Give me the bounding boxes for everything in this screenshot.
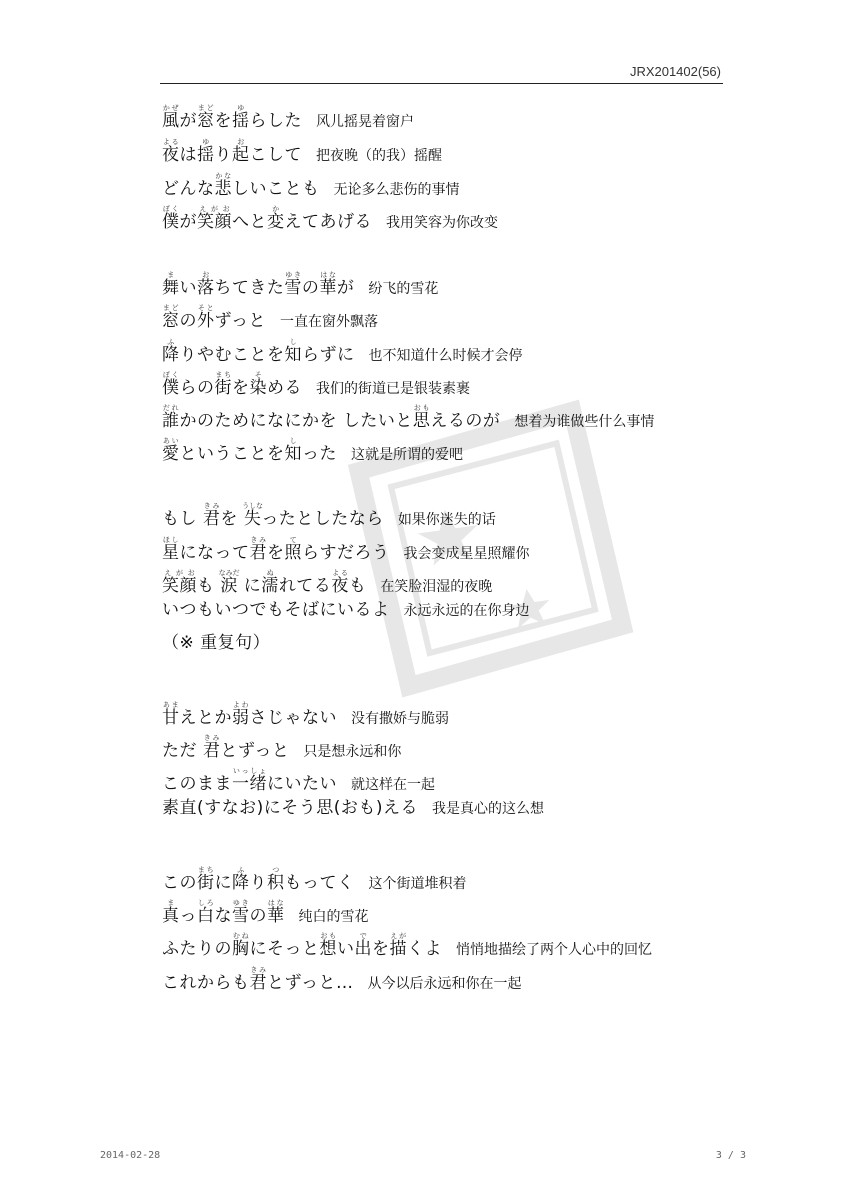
kanji-with-furigana: 風かぜ bbox=[162, 104, 180, 131]
kanji-with-furigana: 僕ぼく bbox=[162, 371, 180, 398]
furigana: よわ bbox=[232, 701, 250, 709]
kanji-with-furigana: 想おも bbox=[319, 932, 337, 959]
lyric-chinese-translation: 把夜晚（的我）摇醒 bbox=[316, 148, 442, 164]
header-rule bbox=[160, 83, 723, 84]
lyric-japanese: 降ふりやむことを知しらずに bbox=[162, 338, 355, 365]
lyric-japanese: これからも君きみとずっと… bbox=[162, 966, 354, 993]
furigana: ゆ bbox=[197, 138, 215, 146]
lyric-chinese-translation: 悄悄地描绘了两个人心中的回忆 bbox=[456, 942, 652, 958]
lyric-chinese-translation: 我用笑容为你改变 bbox=[386, 215, 498, 231]
furigana: ゆ bbox=[232, 104, 250, 112]
furigana: しろ bbox=[197, 899, 215, 907]
lyric-japanese: 素直(すなお)にそう思(おも)える bbox=[162, 798, 419, 818]
lyric-line bbox=[162, 172, 460, 198]
kanji-with-furigana: 華はな bbox=[267, 899, 285, 926]
furigana: ぼく bbox=[162, 371, 180, 379]
lyric-japanese: もし 君きみを 失うしなったとしたなら bbox=[162, 502, 384, 529]
lyric-japanese: ただ 君きみとずっと bbox=[162, 734, 290, 761]
kanji-with-furigana: 起お bbox=[232, 138, 250, 165]
furigana: そと bbox=[197, 304, 215, 312]
furigana: きみ bbox=[202, 502, 221, 510]
lyric-chinese-translation: 我是真心的这么想 bbox=[432, 801, 545, 817]
furigana: だれ bbox=[162, 404, 180, 412]
kanji-with-furigana: 雪ゆき bbox=[232, 899, 250, 926]
kanji-with-furigana: 君きみ bbox=[249, 966, 267, 993]
lyric-japanese: この街まちに降ふり积つもってく bbox=[162, 866, 355, 893]
lyric-japanese: いつもいつでもそばにいるよ bbox=[162, 600, 390, 620]
kanji-with-furigana: 変か bbox=[267, 205, 285, 232]
footer-page-number: 3 / 3 bbox=[715, 1150, 746, 1161]
furigana: ふ bbox=[232, 866, 250, 874]
furigana: し bbox=[284, 338, 302, 346]
lyric-japanese: 愛あいということを知しった bbox=[162, 437, 337, 464]
kanji-with-furigana: 濡ぬ bbox=[261, 569, 279, 596]
lyric-japanese: 星ほしになって君きみを照てらすだろう bbox=[162, 536, 390, 563]
furigana: まど bbox=[197, 104, 215, 112]
lyric-chinese-translation: 永远永远的在你身边 bbox=[403, 603, 530, 619]
lyric-japanese: 僕ぼくが笑顔えがおへと変かえてあげる bbox=[162, 205, 372, 232]
furigana: お bbox=[197, 271, 215, 279]
lyric-line bbox=[162, 635, 284, 652]
kanji-with-furigana: 描えが bbox=[389, 932, 407, 959]
furigana: かな bbox=[214, 172, 232, 180]
lyric-chinese-translation: 纷飞的雪花 bbox=[368, 281, 439, 297]
kanji-with-furigana: 外そと bbox=[197, 304, 215, 331]
furigana: ふ bbox=[162, 338, 180, 346]
lyric-chinese-translation: 在笑脸泪湿的夜晚 bbox=[380, 579, 493, 595]
lyric-chinese-translation: 我们的街道已是银装素裹 bbox=[316, 381, 470, 397]
lyric-line bbox=[162, 734, 401, 760]
lyric-japanese: 舞まい落おちてきた雪ゆきの華はなが bbox=[162, 271, 355, 298]
furigana: きみ bbox=[249, 966, 267, 974]
kanji-with-furigana: 窓まど bbox=[162, 304, 180, 331]
lyric-line bbox=[162, 866, 467, 892]
lyric-japanese: （※ 重复句） bbox=[162, 633, 271, 653]
lyric-line bbox=[162, 205, 498, 231]
kanji-with-furigana: 君きみ bbox=[202, 734, 221, 761]
kanji-with-furigana: 星ほし bbox=[162, 536, 180, 563]
lyric-japanese: 甘あまえとか弱よわさじゃない bbox=[162, 701, 337, 728]
lyric-line bbox=[162, 602, 530, 619]
furigana: まち bbox=[197, 866, 215, 874]
kanji-with-furigana: 落お bbox=[197, 271, 215, 298]
lyric-japanese: 窓まどの外そとずっと bbox=[162, 304, 266, 331]
kanji-with-furigana: 降ふ bbox=[232, 866, 250, 893]
lyric-line bbox=[162, 800, 544, 817]
lyric-line bbox=[162, 569, 492, 595]
kanji-with-furigana: 涙なみだ bbox=[218, 569, 240, 596]
kanji-with-furigana: 知し bbox=[284, 338, 302, 365]
furigana: ほし bbox=[162, 536, 180, 544]
furigana: よる bbox=[331, 569, 349, 577]
lyric-japanese: 笑顔えがおも 涙なみだ に濡ぬれてる夜よるも bbox=[162, 569, 367, 596]
furigana: うしな bbox=[242, 502, 264, 510]
lyric-chinese-translation: 这个街道堆积着 bbox=[368, 876, 467, 892]
kanji-with-furigana: 思おも bbox=[412, 404, 431, 431]
kanji-with-furigana: 君きみ bbox=[249, 536, 267, 563]
lyric-chinese-translation: 没有撒娇与脆弱 bbox=[351, 711, 449, 727]
furigana: つ bbox=[267, 866, 285, 874]
furigana: よる bbox=[162, 138, 180, 146]
furigana: かぜ bbox=[162, 104, 180, 112]
header-code: JRX201402(56) bbox=[629, 64, 721, 79]
lyric-line bbox=[162, 304, 378, 330]
lyric-japanese: 真まっ白しろな雪ゆきの華はな bbox=[162, 899, 285, 926]
furigana: ゆき bbox=[232, 899, 250, 907]
lyric-line bbox=[162, 437, 463, 463]
lyric-chinese-translation: 想着为谁做些什么事情 bbox=[514, 414, 655, 430]
kanji-with-furigana: 出で bbox=[354, 932, 372, 959]
lyric-japanese: ふたりの胸むねにそっと想おもい出でを描えがくよ bbox=[162, 932, 442, 959]
kanji-with-furigana: 弱よわ bbox=[232, 701, 250, 728]
lyric-line bbox=[162, 404, 654, 430]
kanji-with-furigana: 照て bbox=[284, 536, 302, 563]
lyric-line bbox=[162, 767, 435, 793]
kanji-with-furigana: 失うしな bbox=[242, 502, 264, 529]
furigana: えがお bbox=[197, 205, 232, 213]
furigana: きみ bbox=[202, 734, 221, 742]
kanji-with-furigana: 笑顔えがお bbox=[197, 205, 232, 232]
kanji-with-furigana: 揺ゆ bbox=[232, 104, 250, 131]
kanji-with-furigana: 笑顔えがお bbox=[162, 569, 197, 596]
kanji-with-furigana: 街まち bbox=[214, 371, 232, 398]
lyric-line bbox=[162, 502, 496, 528]
lyric-japanese: 夜よるは揺ゆり起おこして bbox=[162, 138, 302, 165]
kanji-with-furigana: 君きみ bbox=[202, 502, 221, 529]
furigana: えが bbox=[389, 932, 407, 940]
lyric-chinese-translation: 就这样在一起 bbox=[351, 777, 435, 793]
lyric-chinese-translation: 一直在窗外飘落 bbox=[279, 314, 378, 330]
furigana: なみだ bbox=[218, 569, 240, 577]
furigana: まち bbox=[214, 371, 232, 379]
furigana: まど bbox=[162, 304, 180, 312]
footer-date: 2014-02-28 bbox=[100, 1150, 161, 1161]
furigana: おも bbox=[319, 932, 337, 940]
lyric-japanese: 僕ぼくらの街まちを染そめる bbox=[162, 371, 302, 398]
lyric-chinese-translation: 我会变成星星照耀你 bbox=[403, 546, 530, 562]
furigana: ぼく bbox=[162, 205, 180, 213]
kanji-with-furigana: 誰だれ bbox=[162, 404, 180, 431]
lyric-line bbox=[162, 701, 449, 727]
kanji-with-furigana: 華はな bbox=[319, 271, 337, 298]
kanji-with-furigana: 一绪いっしょ bbox=[232, 767, 267, 794]
furigana: はな bbox=[319, 271, 337, 279]
lyric-line bbox=[162, 932, 652, 958]
lyric-line bbox=[162, 371, 470, 397]
lyric-line bbox=[162, 966, 521, 992]
furigana: そ bbox=[249, 371, 267, 379]
lyric-chinese-translation: 无论多么悲伤的事情 bbox=[333, 182, 460, 198]
kanji-with-furigana: 真ま bbox=[162, 899, 180, 926]
furigana: おも bbox=[412, 404, 431, 412]
lyric-japanese: 風かぜが窓まどを揺ゆらした bbox=[162, 104, 302, 131]
furigana: あま bbox=[162, 701, 180, 709]
kanji-with-furigana: 白しろ bbox=[197, 899, 215, 926]
kanji-with-furigana: 舞ま bbox=[162, 271, 180, 298]
kanji-with-furigana: 窓まど bbox=[197, 104, 215, 131]
lyric-chinese-translation: 风儿摇晃着窗户 bbox=[316, 114, 414, 130]
lyric-chinese-translation: 纯白的雪花 bbox=[298, 909, 369, 925]
kanji-with-furigana: 揺ゆ bbox=[197, 138, 215, 165]
lyric-line bbox=[162, 536, 530, 562]
furigana: ゆき bbox=[284, 271, 302, 279]
furigana: きみ bbox=[249, 536, 267, 544]
kanji-with-furigana: 街まち bbox=[197, 866, 215, 893]
furigana: ぬ bbox=[261, 569, 279, 577]
kanji-with-furigana: 降ふ bbox=[162, 338, 180, 365]
lyric-line bbox=[162, 338, 523, 364]
lyric-line bbox=[162, 104, 414, 130]
furigana: お bbox=[232, 138, 250, 146]
lyric-line bbox=[162, 899, 369, 925]
furigana: いっしょ bbox=[232, 767, 267, 775]
kanji-with-furigana: 悲かな bbox=[214, 172, 232, 199]
furigana: ま bbox=[162, 271, 180, 279]
kanji-with-furigana: 甘あま bbox=[162, 701, 180, 728]
furigana: あい bbox=[162, 437, 180, 445]
furigana: はな bbox=[267, 899, 285, 907]
furigana: むね bbox=[232, 932, 250, 940]
furigana: し bbox=[284, 437, 302, 445]
lyric-line bbox=[162, 271, 438, 297]
kanji-with-furigana: 胸むね bbox=[232, 932, 250, 959]
lyric-chinese-translation: 也不知道什么时候才会停 bbox=[368, 348, 523, 364]
lyric-chinese-translation: 如果你迷失的话 bbox=[397, 512, 496, 528]
kanji-with-furigana: 染そ bbox=[249, 371, 267, 398]
kanji-with-furigana: 夜よる bbox=[162, 138, 180, 165]
kanji-with-furigana: 积つ bbox=[267, 866, 285, 893]
lyric-chinese-translation: 从今以后永远和你在一起 bbox=[367, 976, 522, 992]
furigana: て bbox=[284, 536, 302, 544]
lyric-chinese-translation: 这就是所谓的爱吧 bbox=[351, 447, 463, 463]
kanji-with-furigana: 愛あい bbox=[162, 437, 180, 464]
kanji-with-furigana: 僕ぼく bbox=[162, 205, 180, 232]
kanji-with-furigana: 夜よる bbox=[331, 569, 349, 596]
furigana: えがお bbox=[162, 569, 197, 577]
lyric-japanese: このまま一绪いっしょにいたい bbox=[162, 767, 337, 794]
kanji-with-furigana: 雪ゆき bbox=[284, 271, 302, 298]
lyric-line bbox=[162, 138, 442, 164]
furigana: で bbox=[354, 932, 372, 940]
furigana: か bbox=[267, 205, 285, 213]
lyric-japanese: 誰だれかのためになにかを したいと思おもえるのが bbox=[162, 404, 501, 431]
kanji-with-furigana: 知し bbox=[284, 437, 302, 464]
furigana: ま bbox=[162, 899, 180, 907]
lyric-chinese-translation: 只是想永远和你 bbox=[303, 744, 402, 760]
lyric-japanese: どんな悲かなしいことも bbox=[162, 172, 320, 199]
